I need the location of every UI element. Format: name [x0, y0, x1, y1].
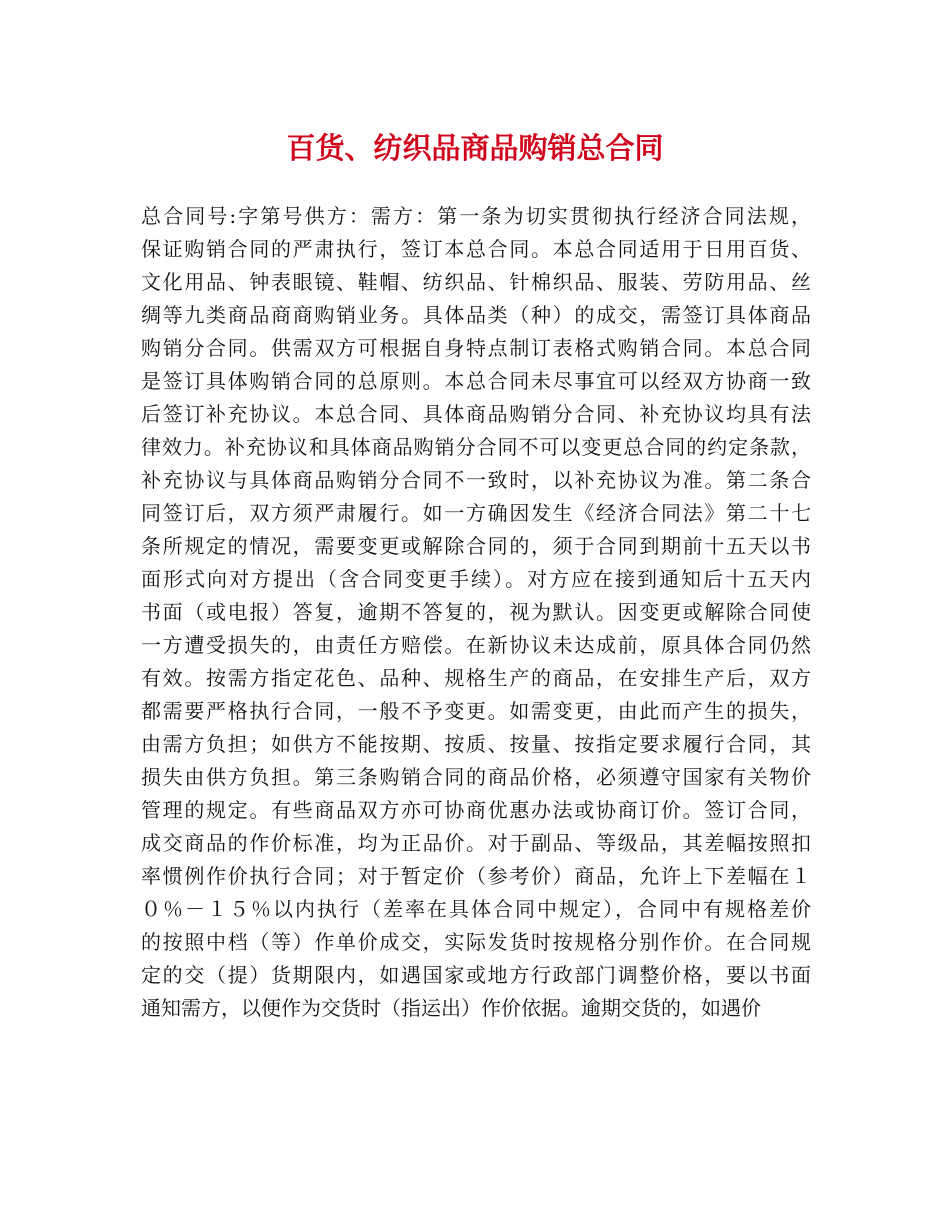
body-line: 管理的规定。有些商品双方亦可协商优惠办法或协商订价。签订合同，	[141, 798, 811, 822]
body-line: 一方遭受损失的，由责任方赔偿。在新协议未达成前，原具体合同仍然	[141, 633, 811, 657]
body-line: 保证购销合同的严肃执行，签订本总合同。本总合同适用于日用百货、	[141, 237, 811, 261]
body-line: 律效力。补充协议和具体商品购销分合同不可以变更总合同的约定条款，	[141, 435, 811, 459]
body-line: 条所规定的情况，需要变更或解除合同的，须于合同到期前十五天以书	[141, 534, 811, 558]
document-title: 百货、纺织品商品购销总合同	[286, 131, 664, 165]
body-line: 定的交（提）货期限内，如遇国家或地方行政部门调整价格，要以书面	[141, 963, 811, 987]
body-line: 书面（或电报）答复，逾期不答复的，视为默认。因变更或解除合同使	[141, 600, 811, 624]
body-line: 率惯例作价执行合同；对于暂定价（参考价）商品，允许上下差幅在１	[141, 864, 811, 888]
body-line: 文化用品、钟表眼镜、鞋帽、纺织品、针棉织品、服装、劳防用品、丝	[141, 270, 811, 294]
body-line: 是签订具体购销合同的总原则。本总合同未尽事宜可以经双方协商一致	[141, 369, 811, 393]
body-line: 的按照中档（等）作单价成交，实际发货时按规格分别作价。在合同规	[141, 930, 811, 954]
body-line: 补充协议与具体商品购销分合同不一致时，以补充协议为准。第二条合	[141, 468, 811, 492]
body-line: 后签订补充协议。本总合同、具体商品购销分合同、补充协议均具有法	[141, 402, 811, 426]
body-line: 损失由供方负担。第三条购销合同的商品价格，必须遵守国家有关物价	[141, 765, 811, 789]
body-line: 绸等九类商品商商购销业务。具体品类（种）的成交，需签订具体商品	[141, 303, 811, 327]
body-line: 面形式向对方提出（含合同变更手续）。对方应在接到通知后十五天内	[141, 567, 811, 591]
document-body	[141, 200, 811, 1025]
body-line: 都需要严格执行合同，一般不予变更。如需变更，由此而产生的损失，	[141, 699, 811, 723]
body-line: 同签订后，双方须严肃履行。如一方确因发生《经济合同法》第二十七	[141, 501, 811, 525]
body-line: 成交商品的作价标准，均为正品价。对于副品、等级品，其差幅按照扣	[141, 831, 811, 855]
body-line: 购销分合同。供需双方可根据自身特点制订表格式购销合同。本总合同	[141, 336, 811, 360]
body-line: 通知需方，以便作为交货时（指运出）作价依据。逾期交货的，如遇价	[141, 996, 761, 1020]
body-line: 由需方负担；如供方不能按期、按质、按量、按指定要求履行合同，其	[141, 732, 811, 756]
body-line: 有效。按需方指定花色、品种、规格生产的商品，在安排生产后，双方	[141, 666, 811, 690]
body-line: 总合同号:字第号供方：需方：第一条为切实贯彻执行经济合同法规，	[141, 204, 811, 228]
body-line: ０％－１５％以内执行（差率在具体合同中规定），合同中有规格差价	[141, 897, 811, 921]
